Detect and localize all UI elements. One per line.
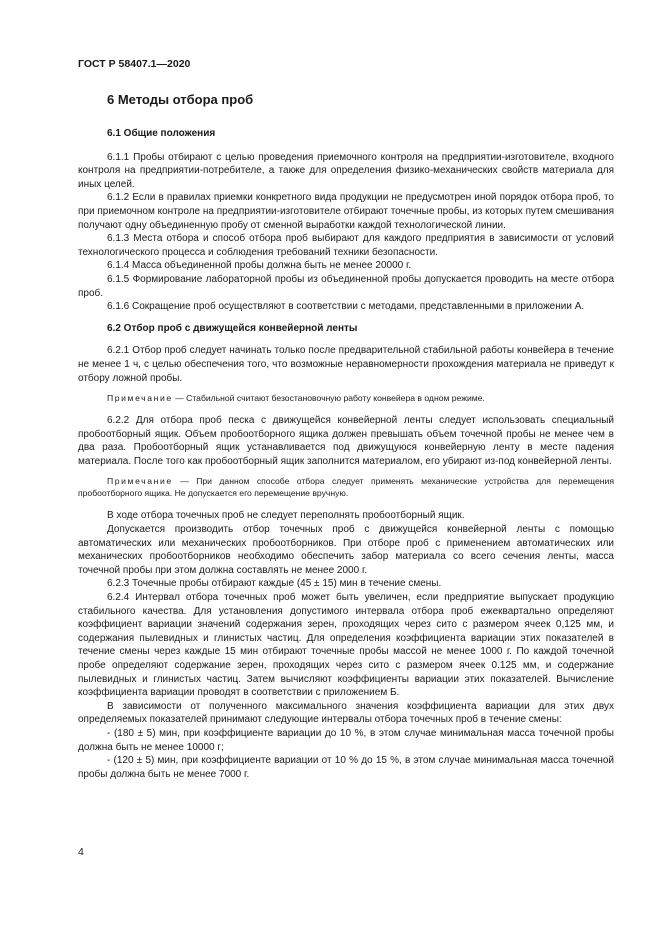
paragraph-6-1-4: 6.1.4 Масса объединенной пробы должна быть не менее 20000 г.: [107, 260, 412, 272]
note-1: [78, 392, 614, 404]
note-2: [78, 475, 614, 499]
note-2-label: Примечание: [107, 476, 173, 487]
subsection-title-6-1: 6.1 Общие положения: [107, 128, 216, 139]
paragraph-6-1-6: 6.1.6 Сокращение проб осуществляют в соответствии с методами, представленными в приложении А.: [107, 301, 585, 313]
paragraph-6-1-1: 6.1.1 Пробы отбирают с целью проведения приемочного контроля на предприятии-изготовителе, входного контроля на предприятии-потребителе, а также для определения физико-механических свойств материала для иных целей.: [78, 151, 614, 190]
section-title: 6 Методы отбора проб: [107, 92, 254, 107]
paragraph-6-2-2: 6.2.2 Для отбора проб песка с движущейся конвейерной ленты следует использовать специальный пробоотборный ящик. Объем пробоотборного ящика должен превышать объем точечной пробы не менее чем в два раза. Пробоотборный ящик устанавливается под движущуюся конвейерную ленту в месте падения материала. После того как пробоотборный ящик заполнится материалом, его убирают из-под конвейерной ленты.: [78, 415, 614, 467]
paragraph-6-1-2: 6.1.2 Если в правилах приемки конкретного вида продукции не предусмотрен иной порядок отбора проб, то при приемочном контроле на предприятии-изготовителе отбирают точечные пробы, из которых путем смешивания получают одну объединенную пробу от сменной выработки каждой технологической линии.: [78, 192, 614, 231]
page-number: 4: [78, 846, 84, 858]
paragraph-intervals-intro: В зависимости от полученного максимального значения коэффициента вариации для этих двух определяемых показателей принимают следующие интервалы отбора точечных проб в течение смены:: [78, 700, 614, 726]
document-body: [78, 127, 614, 781]
subsection-title-6-2: 6.2 Отбор проб с движущейся конвейерной ленты: [107, 322, 358, 334]
paragraph-6-1-3: 6.1.3 Места отбора и способ отбора проб выбирают для каждого предприятия в зависимости от условий технологического процесса и соблюдения требований техники безопасности.: [78, 233, 614, 258]
note-1-label: Примечание: [107, 393, 173, 404]
list-item-120-min: - (120 ± 5) мин, при коэффициенте вариации от 10 % до 15 %, в этом случае минимальная масса точечной пробы должна быть не менее 7000 г.: [78, 755, 614, 780]
paragraph-6-2-1: 6.2.1 Отбор проб следует начинать только после предварительной стабильной работы конвейера в течение не менее 1 ч, с целью обеспечения того, что возможные неравномерности прохождения материала не приведут к отбору ложной пробы.: [78, 345, 614, 384]
list-item-180-min: - (180 ± 5) мин, при коэффициенте вариации до 10 %, в этом случае минимальная масса точечной пробы должна быть не менее 10000 г;: [78, 727, 614, 753]
page-header-standard-code: ГОСТ Р 58407.1—2020: [78, 58, 191, 70]
paragraph-6-2-4: 6.2.4 Интервал отбора точечных проб может быть увеличен, если предприятие выпускает продукцию стабильного качества. Для установления допустимого интервала отбора проб ежеквартально определяют коэффициент вариации значений содержания зерен, проходящих через сито с размером ячеек 0,125 мм, и содержания пылевидных и глинистых частиц. Для определения коэффициента вариации этих показателей в течение смены через каждые 15 мин отбирают точечные пробы массой не менее 1000 г. По каждой точечной пробе определяют содержание зерен, проходящих через сито с размером ячеек 0.125 мм, и содержание пылевидных и глинистых частиц. Затем вычисляют коэффициенты вариации этих показателей. Вычисление коэффициента вариации проводят в соответствии с приложением Б.: [78, 592, 614, 699]
paragraph-6-2-3: 6.2.3 Точечные пробы отбирают каждые (45 ± 15) мин в течение смены.: [107, 578, 442, 590]
paragraph-automatic-samplers: Допускается производить отбор точечных проб с движущейся конвейерной ленты с помощью автоматических или механических пробоотборников. При отборе проб с применением автоматических или механических пробоотборников необходимо обеспечить забор материала со всего сечения ленты, масса точечной пробы при этом должна составлять не менее 2000 г.: [78, 524, 614, 576]
note-1-text: — Стабильной считают безостановочную работу конвейера в одном режиме.: [172, 393, 485, 404]
paragraph-6-1-5: 6.1.5 Формирование лабораторной пробы из объединенной пробы допускается проводить на месте отбора проб.: [78, 273, 614, 299]
note-2-text: — При данном способе отбора следует применять механические устройства для перемещения пробоотборного ящика. Не допускается его перемещение вручную.: [78, 476, 614, 499]
paragraph-box-overfill: В ходе отбора точечных проб не следует переполнять пробоотборный ящик.: [107, 510, 465, 522]
